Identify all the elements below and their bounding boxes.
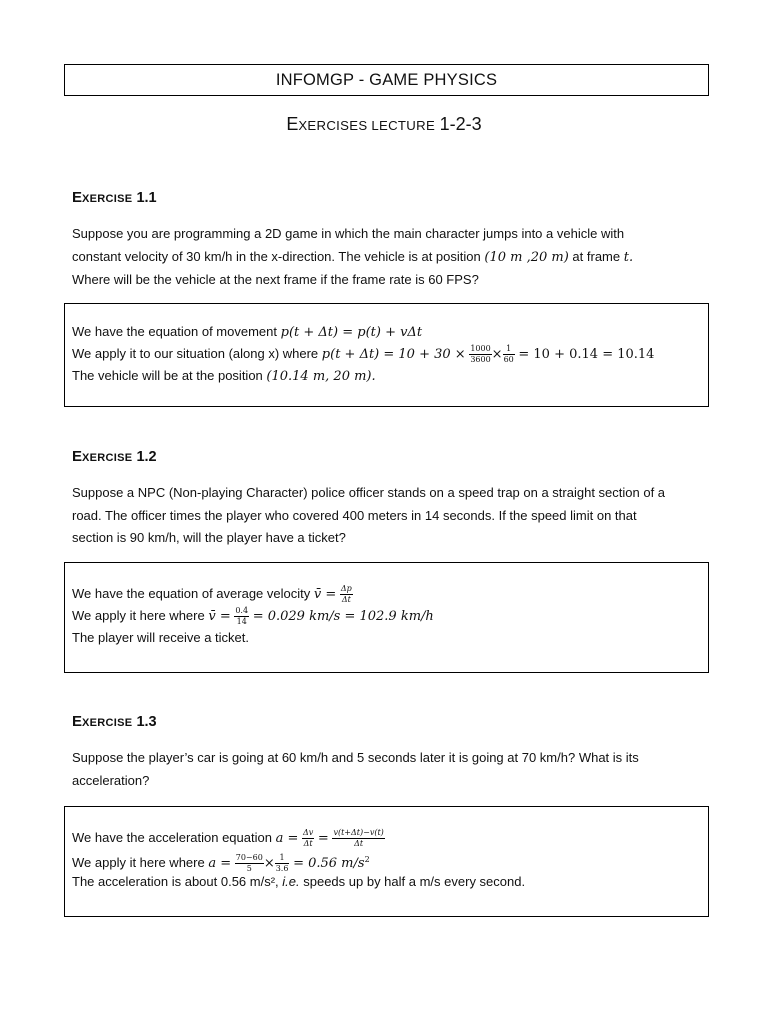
exercise-1-3-heading: EXERCISE 1.3: [72, 713, 157, 730]
fraction-1-60: $\frac{1}{60}$: [503, 344, 514, 365]
exercise-1-2-heading: EXERCISE 1.2: [72, 448, 157, 465]
fraction-70-60-5: $\frac{70-60}{5}$: [235, 853, 263, 874]
exercise-1-3-question: Suppose the player’s car is going at 60 km/h and 5 seconds later it is going at 70 km/h? What is its acceleration?: [72, 750, 639, 788]
document-subtitle: EXERCISES LECTURE 1-2-3: [286, 114, 482, 134]
fraction-1000-3600: $\frac{1000}{3600}$: [470, 344, 491, 365]
movement-equation: p(t + Δt) = p(t) + vΔt: [280, 325, 423, 340]
exercise-1-1-question: Suppose you are programming a 2D game in which the main character jumps into a vehicle with constant velocity of 30 km/h in the x-direction. The vehicle is at position (10 m ,20 m) at frame t. Where will be the vehicle at the next frame if the frame rate is 60 FPS?: [72, 226, 634, 287]
fraction-delta-v-delta-t: $\frac{\Delta v}{\Delta t}$: [302, 828, 314, 849]
exercise-1-1-heading: EXERCISE 1.1: [72, 189, 157, 206]
position-expression: (10 m ,20 m): [484, 249, 569, 265]
fraction-velocity-difference: $\frac{v(t+\Delta t)-v(t)}{\Delta t}$: [333, 828, 384, 849]
exercise-1-3-answer-box: We have the acceleration equation a = $\frac{\Delta v}{\Delta t}$ = $\frac{v(t+\Delta t)-v(t)}{\Delta t}$ We apply it here where a = $\frac{70-60}{5}$ × $\frac{1}{3.6}$ = 0.56 $m/s^2$ The acceleration is about 0.56 m/s², i.e. speeds up by half a m/s every second.: [64, 806, 709, 917]
exercise-1-2-question: Suppose a NPC (Non-playing Character) police officer stands on a speed trap on a straight section of a road. The officer times the player who covered 400 meters in 14 seconds. If the speed limit on that section is 90 km/h, will the player have a ticket?: [72, 485, 666, 545]
fraction-1-3.6: $\frac{1}{3.6}$: [275, 853, 289, 874]
exercise-1-2-answer-box: We have the equation of average velocity v̄ = $\frac{\Delta p}{\Delta t}$ We apply it here where v̄ = $\frac{0.4}{14}$ = 0.029 km/s = 102.9 km/h The player will receive a ticket.: [64, 562, 709, 673]
fraction-0.4-14: $\frac{0.4}{14}$: [235, 606, 249, 627]
fraction-delta-p-delta-t: $\frac{\Delta p}{\Delta t}$: [340, 584, 352, 605]
document-title: INFOMGP - GAME PHYSICS: [64, 64, 709, 96]
exercise-1-1-answer-box: We have the equation of movement p(t + Δt) = p(t) + vΔt We apply it to our situation (along x) where p(t + Δt) = 10 + 30 × $\frac{1000}{3600}$ × $\frac{1}{60}$ = 10 + 0.14 = 10.14 The vehicle will be at the position (10.14 m, 20 m).: [64, 303, 709, 407]
